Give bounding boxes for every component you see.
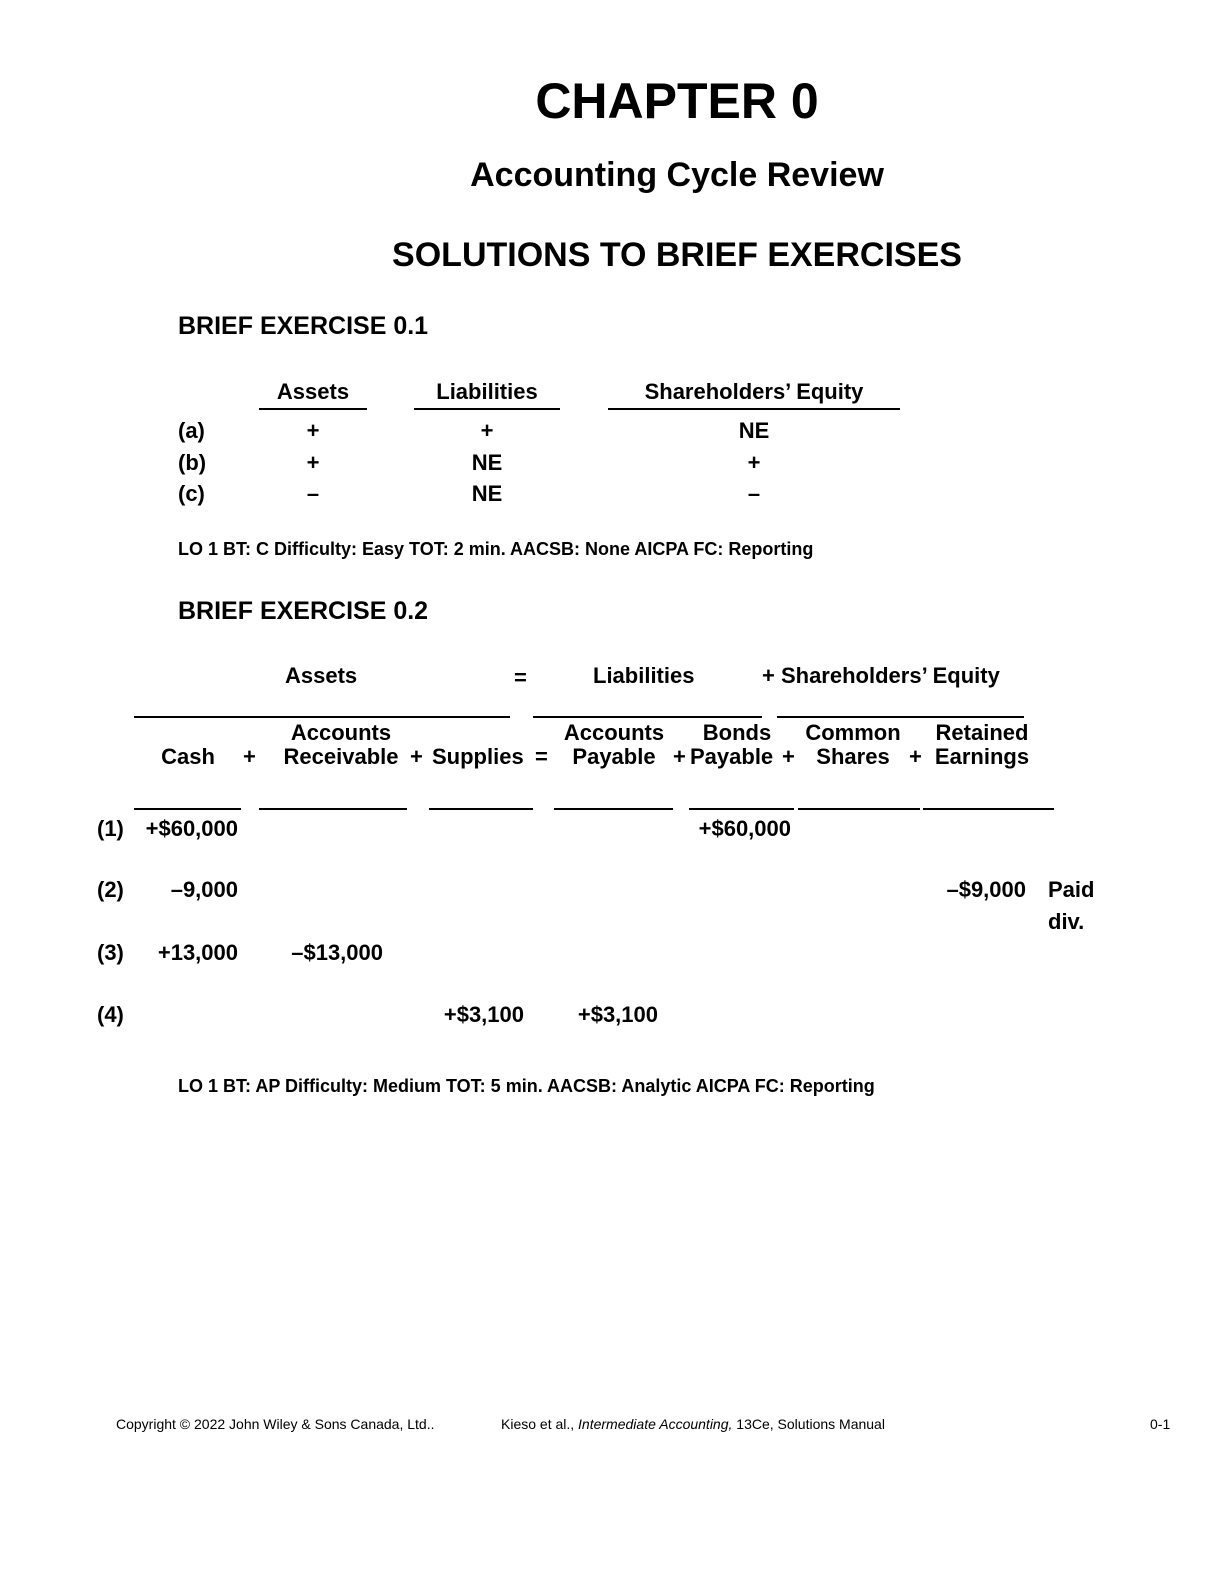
underline xyxy=(134,808,241,810)
row-note: div. xyxy=(1048,909,1085,934)
equals-sign: = xyxy=(535,744,548,769)
equation-equals: = xyxy=(514,665,527,690)
underline xyxy=(533,716,762,718)
assets-value: + xyxy=(306,418,320,443)
supplies-value: +$3,100 xyxy=(443,1002,524,1027)
underline xyxy=(798,808,920,810)
equity-value: – xyxy=(747,481,761,506)
col-header-retained-bottom: Earnings xyxy=(934,744,1030,769)
equation-equity: + Shareholders’ Equity xyxy=(762,663,1000,688)
underline xyxy=(777,716,1024,718)
equity-value: NE xyxy=(738,418,770,443)
col-header-ap-top: Accounts xyxy=(563,720,665,745)
row-label: (c) xyxy=(178,481,205,506)
row-label: (b) xyxy=(178,450,207,475)
col-header-assets: Assets xyxy=(276,379,350,404)
exercise-1-meta: LO 1 BT: C Difficulty: Easy TOT: 2 min. AACSB: None AICPA FC: Reporting xyxy=(178,539,814,559)
chapter-title: CHAPTER 0 xyxy=(535,73,819,129)
underline xyxy=(689,808,794,810)
col-header-ap-bottom: Payable xyxy=(572,744,656,769)
section-heading: SOLUTIONS TO BRIEF EXERCISES xyxy=(392,236,962,274)
retained-earnings-value: –$9,000 xyxy=(946,877,1026,902)
col-header-bonds-bottom: Payable xyxy=(690,744,774,769)
col-header-common-bottom: Shares xyxy=(816,744,890,769)
liabilities-value: + xyxy=(480,418,494,443)
underline xyxy=(923,808,1054,810)
cash-value: +$60,000 xyxy=(145,816,238,841)
footer-citation-title: Intermediate Accounting, xyxy=(578,1416,733,1432)
underline xyxy=(554,808,673,810)
assets-value: – xyxy=(306,481,320,506)
footer-citation-post: 13Ce, Solutions Manual xyxy=(732,1416,885,1432)
liabilities-value: NE xyxy=(471,450,503,475)
underline xyxy=(259,408,367,410)
col-header-cash: Cash xyxy=(161,744,215,769)
underline xyxy=(429,808,533,810)
equation-liabilities: Liabilities xyxy=(593,663,695,688)
footer-copyright: Copyright © 2022 John Wiley & Sons Canada, Ltd.. xyxy=(116,1416,435,1432)
assets-value: + xyxy=(306,450,320,475)
col-header-bonds-top: Bonds xyxy=(702,720,772,745)
col-header-retained-top: Retained xyxy=(935,720,1029,745)
underline xyxy=(259,808,407,810)
col-header-ar-top: Accounts xyxy=(290,720,392,745)
underline xyxy=(414,408,560,410)
plus-sign: + xyxy=(909,744,922,769)
row-label: (2) xyxy=(97,877,124,902)
underline xyxy=(134,716,510,718)
col-header-common-top: Common xyxy=(805,720,901,745)
equation-assets: Assets xyxy=(285,663,358,688)
row-label: (a) xyxy=(178,418,205,443)
plus-sign: + xyxy=(243,744,256,769)
col-header-equity: Shareholders’ Equity xyxy=(644,379,864,404)
cash-value: +13,000 xyxy=(157,940,238,965)
exercise-2-meta: LO 1 BT: AP Difficulty: Medium TOT: 5 min. AACSB: Analytic AICPA FC: Reporting xyxy=(178,1076,875,1096)
accounts-receivable-value: –$13,000 xyxy=(291,940,383,965)
plus-sign: + xyxy=(410,744,423,769)
liabilities-value: NE xyxy=(471,481,503,506)
underline xyxy=(608,408,900,410)
equity-value: + xyxy=(747,450,761,475)
plus-sign: + xyxy=(782,744,795,769)
accounts-payable-value: +$3,100 xyxy=(577,1002,658,1027)
row-label: (3) xyxy=(97,940,124,965)
footer-citation-pre: Kieso et al., xyxy=(501,1416,579,1432)
cash-value: –9,000 xyxy=(170,877,238,902)
row-note: Paid xyxy=(1048,877,1095,902)
col-header-supplies: Supplies xyxy=(432,744,524,769)
exercise-1-title: BRIEF EXERCISE 0.1 xyxy=(178,312,429,340)
footer-citation xyxy=(501,1416,885,1432)
col-header-ar-bottom: Receivable xyxy=(283,744,399,769)
plus-sign: + xyxy=(673,744,686,769)
row-label: (4) xyxy=(97,1002,124,1027)
row-label: (1) xyxy=(97,816,124,841)
col-header-liabilities: Liabilities xyxy=(436,379,538,404)
exercise-2-title: BRIEF EXERCISE 0.2 xyxy=(178,597,429,625)
chapter-subtitle: Accounting Cycle Review xyxy=(470,156,884,194)
page-number: 0-1 xyxy=(1150,1416,1171,1432)
bonds-payable-value: +$60,000 xyxy=(698,816,791,841)
